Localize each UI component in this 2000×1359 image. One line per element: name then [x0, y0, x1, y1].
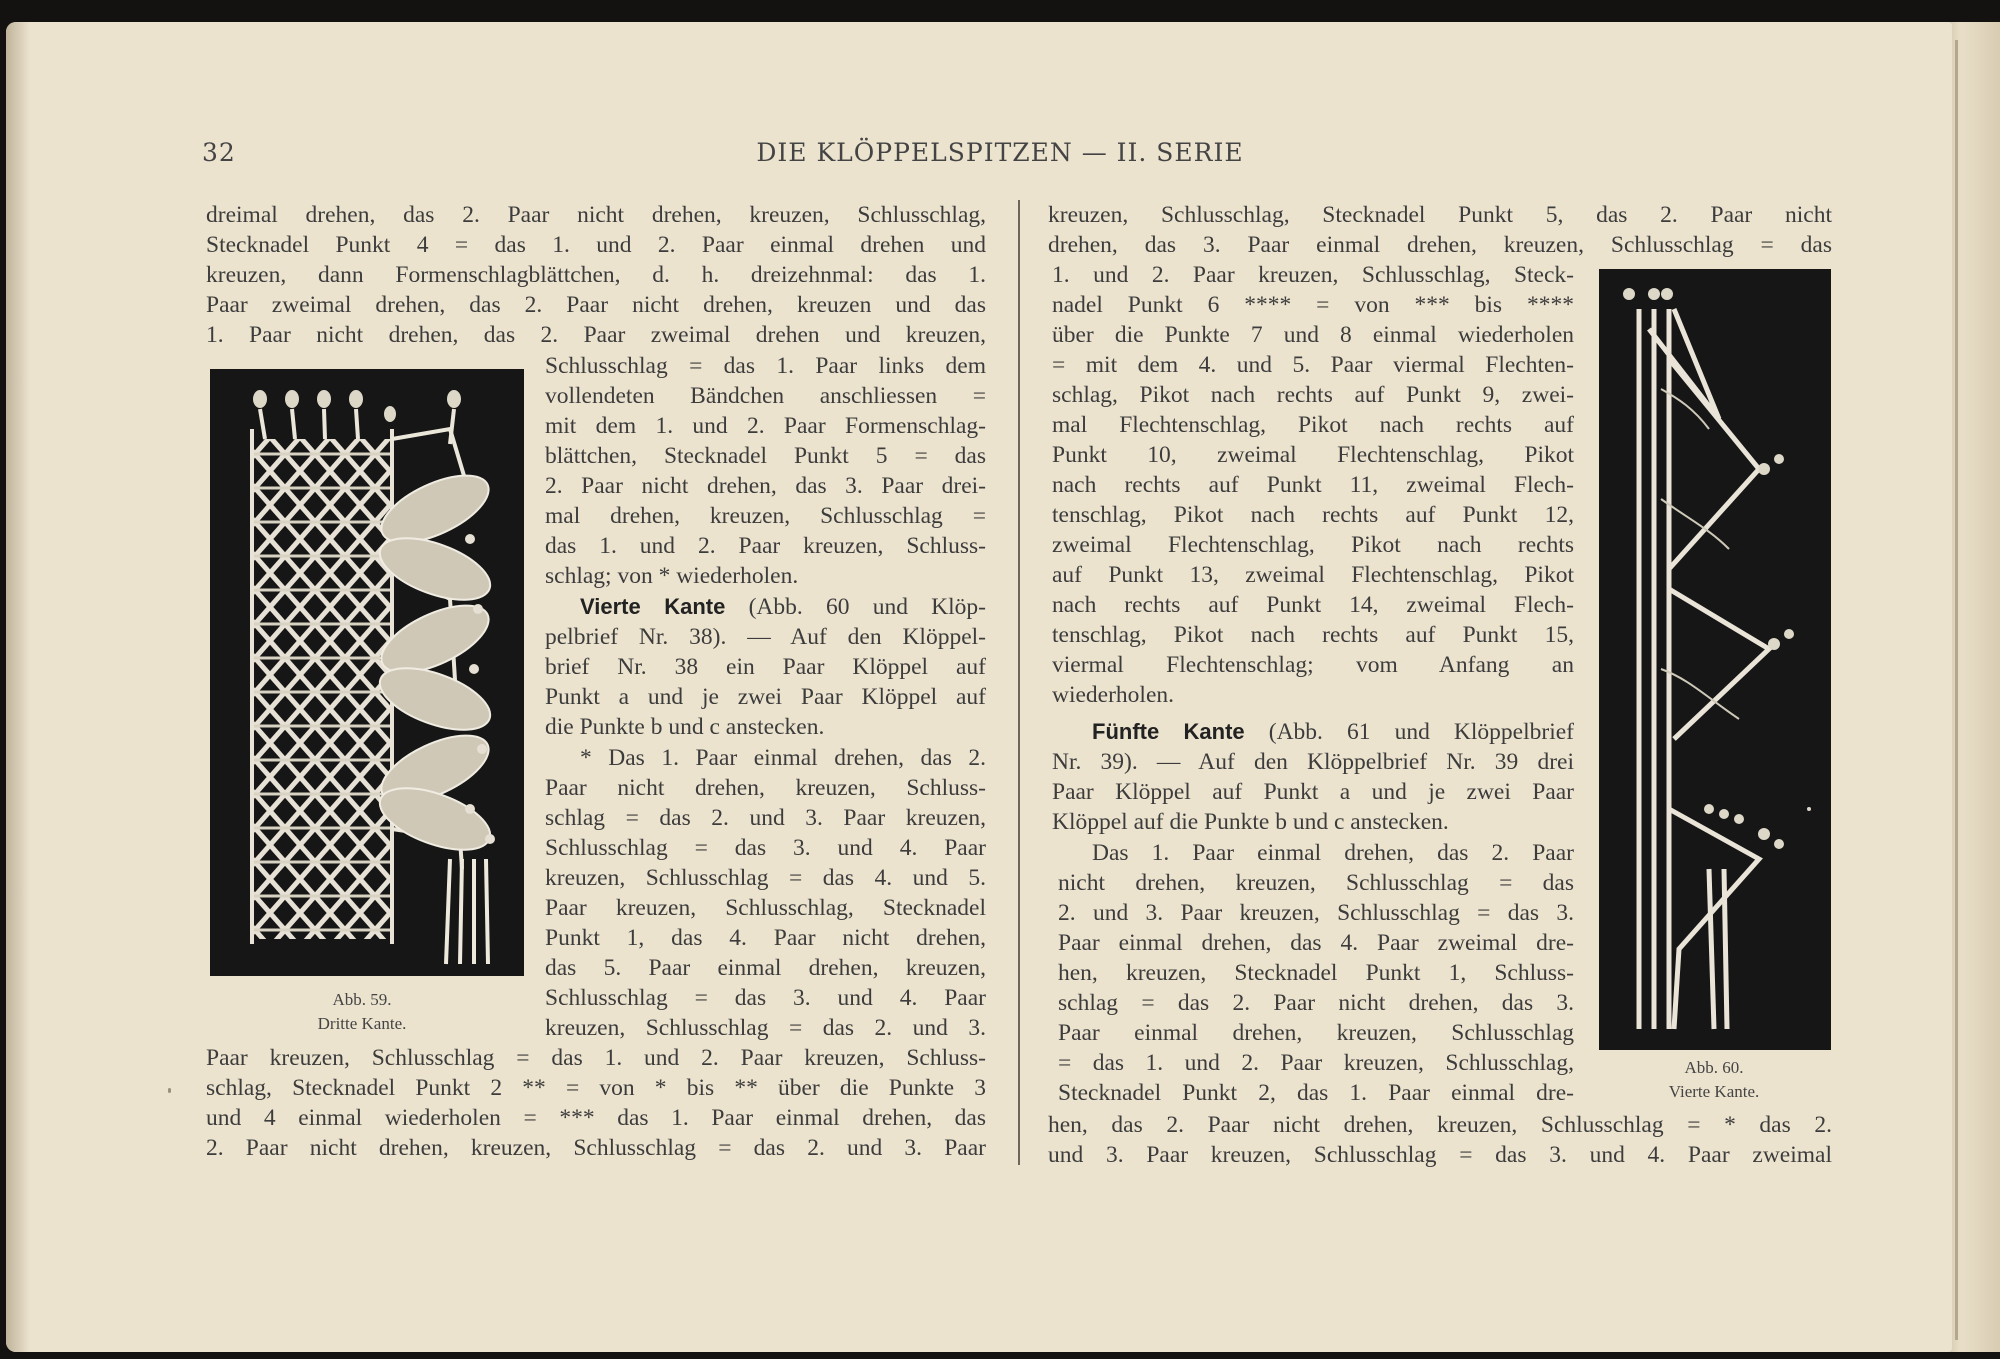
figure-title: Dritte Kante. [317, 1014, 407, 1033]
figure-caption-abb-59 [252, 988, 472, 1036]
text-line: viermal Flechtenschlag; vom Anfang an [1052, 652, 1574, 678]
section-heading: Vierte Kante [580, 594, 726, 619]
text-line: Punkt 10, zweimal Flechtenschlag, Pikot [1052, 442, 1574, 468]
text-line: tenschlag, Pikot nach rechts auf Punkt 15, [1052, 622, 1574, 648]
section-heading-line: Fünfte Kante (Abb. 61 und Klöppelbrief [1092, 719, 1574, 745]
text-line: kreuzen, Schlusschlag = das 4. und 5. [545, 865, 986, 891]
text-line: Schlusschlag = das 1. Paar links dem [545, 353, 986, 379]
section-heading-line: Vierte Kante (Abb. 60 und Klöp- [580, 594, 987, 620]
text-line: Paar einmal drehen, das 4. Paar zweimal dre- [1058, 930, 1574, 956]
text-line: = das 1. und 2. Paar kreuzen, Schlusschlag, [1058, 1050, 1574, 1076]
text-line: kreuzen, Schlusschlag = das 2. und 3. [545, 1015, 986, 1041]
text-line: nicht drehen, kreuzen, Schlusschlag = das [1058, 870, 1574, 896]
text-line: mit dem 1. und 2. Paar Formenschlag- [545, 413, 986, 439]
text-line: nadel Punkt 6 **** = von *** bis **** [1052, 292, 1574, 318]
text-line: hen, kreuzen, Stecknadel Punkt 1, Schluss- [1058, 960, 1574, 986]
text-line: Stecknadel Punkt 2, das 1. Paar einmal dre- [1058, 1080, 1574, 1106]
text-line: zweimal Flechtenschlag, Pikot nach rechts [1052, 532, 1574, 558]
text-line: Punkt 1, das 4. Paar nicht drehen, [545, 925, 986, 951]
figure-caption-abb-60 [1601, 1056, 1827, 1104]
text-line: schlag, Stecknadel Punkt 2 ** = von * bis ** über die Punkte 3 [206, 1075, 986, 1101]
text-line: Paar Klöppel auf Punkt a und je zwei Paar [1052, 779, 1574, 805]
text-line: Das 1. Paar einmal drehen, das 2. Paar [1092, 840, 1574, 866]
text-line: das 5. Paar einmal drehen, kreuzen, [545, 955, 986, 981]
text-line: nach rechts auf Punkt 14, zweimal Flech- [1052, 592, 1574, 618]
text-line: pelbrief Nr. 38). — Auf den Klöppel- [545, 624, 986, 650]
text-line: Paar einmal drehen, kreuzen, Schlusschlag [1058, 1020, 1574, 1046]
column-divider [1018, 200, 1020, 1165]
text-line: und 3. Paar kreuzen, Schlusschlag = das 3. und 4. Paar zweimal [1048, 1142, 1832, 1168]
text-line: 1. und 2. Paar kreuzen, Schlusschlag, Steck- [1052, 262, 1574, 288]
text-line: blättchen, Stecknadel Punkt 5 = das [545, 443, 986, 469]
text-line: das 1. und 2. Paar kreuzen, Schluss- [545, 533, 986, 559]
text-line: = mit dem 4. und 5. Paar viermal Flechten- [1052, 352, 1574, 378]
text-line: Schlusschlag = das 3. und 4. Paar [545, 985, 986, 1011]
text-line: 2. Paar nicht drehen, das 3. Paar drei- [545, 473, 986, 499]
page-edge [1955, 40, 1958, 1340]
text-line: brief Nr. 38 ein Paar Klöppel auf [545, 654, 986, 680]
text-line: vollendeten Bändchen anschliessen = [545, 383, 986, 409]
text-line: die Punkte b und c anstecken. [545, 714, 825, 740]
figure-abb-59-lace [210, 369, 524, 976]
text-line: Stecknadel Punkt 4 = das 1. und 2. Paar einmal drehen und [206, 232, 986, 258]
text-line: Schlusschlag = das 3. und 4. Paar [545, 835, 986, 861]
text-line: hen, das 2. Paar nicht drehen, kreuzen, Schlusschlag = * das 2. [1048, 1112, 1832, 1138]
text-line: kreuzen, Schlusschlag, Stecknadel Punkt 5, das 2. Paar nicht [1048, 202, 1832, 228]
text-line: schlag; von * wiederholen. [545, 563, 799, 589]
text-line: Klöppel auf die Punkte b und c anstecken. [1052, 809, 1449, 835]
figure-number: Abb. 59. [332, 990, 392, 1009]
text-line: und 4 einmal wiederholen = *** das 1. Paar einmal drehen, das [206, 1105, 986, 1131]
paper-speck [168, 1088, 171, 1093]
section-heading: Fünfte Kante [1092, 719, 1245, 744]
page-number: 32 [202, 138, 236, 167]
text-line: kreuzen, dann Formenschlagblättchen, d. h. dreizehnmal: das 1. [206, 262, 986, 288]
text-line: Punkt a und je zwei Paar Klöppel auf [545, 684, 986, 710]
text-line: Paar kreuzen, Schlusschlag = das 1. und 2. Paar kreuzen, Schluss- [206, 1045, 986, 1071]
text-line: nach rechts auf Punkt 11, zweimal Flech- [1052, 472, 1574, 498]
text-line: dreimal drehen, das 2. Paar nicht drehen, kreuzen, Schlusschlag, [206, 202, 986, 228]
text-line: schlag = das 2. Paar nicht drehen, das 3. [1058, 990, 1574, 1016]
figure-title: Vierte Kante. [1668, 1082, 1760, 1101]
text-line: 1. Paar nicht drehen, das 2. Paar zweimal drehen und kreuzen, [206, 322, 986, 348]
text-line: über die Punkte 7 und 8 einmal wiederholen [1052, 322, 1574, 348]
running-head: DIE KLÖPPELSPITZEN — II. SERIE [756, 138, 1244, 167]
text-line: tenschlag, Pikot nach rechts auf Punkt 12, [1052, 502, 1574, 528]
lace-drawing-dritte-kante [210, 369, 524, 976]
text-line: schlag = das 2. und 3. Paar kreuzen, [545, 805, 986, 831]
text-line: drehen, das 3. Paar einmal drehen, kreuzen, Schlusschlag = das [1048, 232, 1832, 258]
text-line: Paar kreuzen, Schlusschlag, Stecknadel [545, 895, 986, 921]
text-line: auf Punkt 13, zweimal Flechtenschlag, Pikot [1052, 562, 1574, 588]
text-line: mal Flechtenschlag, Pikot nach rechts auf [1052, 412, 1574, 438]
text-line: Paar nicht drehen, kreuzen, Schluss- [545, 775, 986, 801]
lace-drawing-vierte-kante [1599, 269, 1831, 1050]
text-line: Paar zweimal drehen, das 2. Paar nicht drehen, kreuzen und das [206, 292, 986, 318]
text-line: Nr. 39). — Auf den Klöppelbrief Nr. 39 drei [1052, 749, 1574, 775]
gutter-shadow [6, 22, 30, 1352]
figure-abb-60-lace [1599, 269, 1831, 1050]
text-line: mal drehen, kreuzen, Schlusschlag = [545, 503, 986, 529]
text-line: 2. Paar nicht drehen, kreuzen, Schlusschlag = das 2. und 3. Paar [206, 1135, 986, 1161]
text-line: wiederholen. [1052, 682, 1175, 708]
figure-number: Abb. 60. [1684, 1058, 1744, 1077]
text-line: schlag, Pikot nach rechts auf Punkt 9, zwei- [1052, 382, 1574, 408]
text-line: * Das 1. Paar einmal drehen, das 2. [580, 745, 986, 771]
underlying-pages [1944, 22, 2000, 1352]
text-line: 2. und 3. Paar kreuzen, Schlusschlag = das 3. [1058, 900, 1574, 926]
